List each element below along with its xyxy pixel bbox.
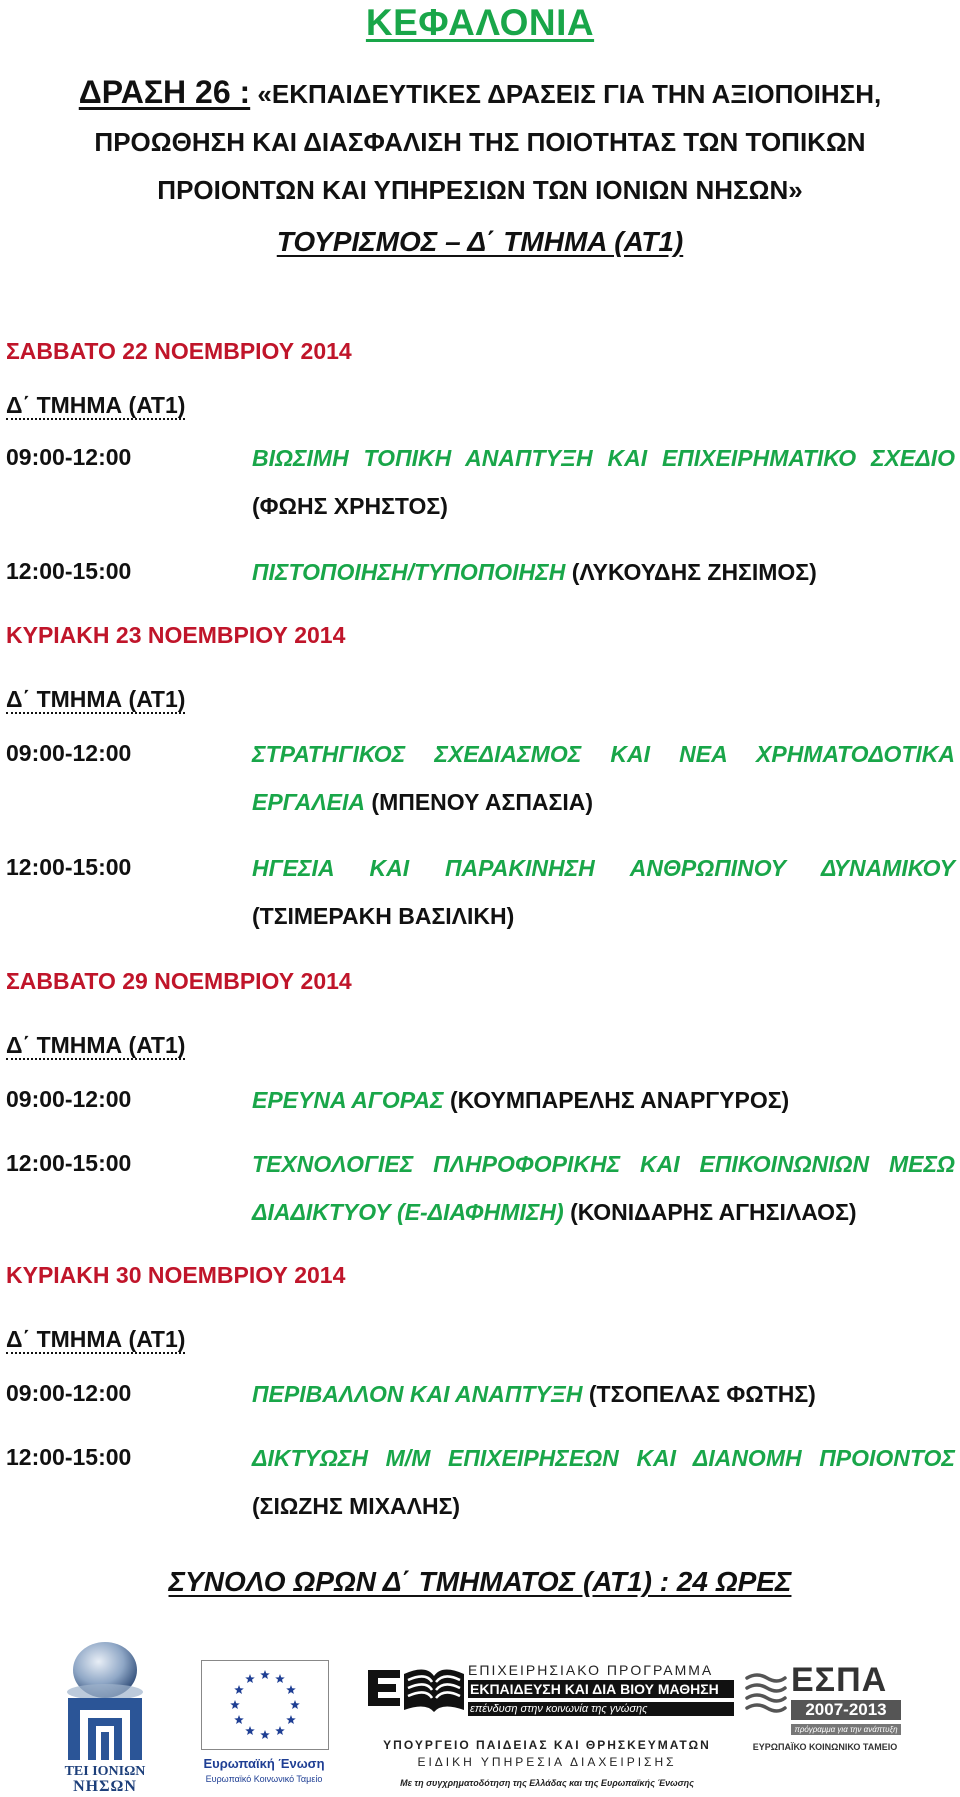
eu-star-icon bbox=[275, 1674, 285, 1683]
eu-name: Ευρωπαϊκή Ένωση bbox=[203, 1756, 325, 1771]
book-pages-icon bbox=[366, 1664, 466, 1716]
department-label: Δ΄ ΤΜΗΜΑ (ΑΤ1) bbox=[6, 392, 186, 418]
program-slogan: επένδυση στην κοινωνία της γνώσης bbox=[468, 1702, 734, 1716]
topic-title-line2: ΔΙΑΔΙΚΤΥΟΥ (Ε-ΔΙΑΦΗΜΙΣΗ) bbox=[252, 1199, 564, 1225]
espa-years: 2007-2013 bbox=[791, 1700, 901, 1720]
session-topic bbox=[252, 844, 955, 940]
topic-title: ΠΕΡΙΒΑΛΛΟΝ ΚΑΙ ΑΝΑΠΤΥΞΗ bbox=[252, 1381, 583, 1407]
eu-logo bbox=[193, 1660, 335, 1788]
eu-star-icon bbox=[286, 1685, 296, 1694]
speaker-name: (ΚΟΝΙΔΑΡΗΣ ΑΓΗΣΙΛΑΟΣ) bbox=[570, 1199, 857, 1225]
eu-star-icon bbox=[245, 1726, 255, 1735]
session-time: 09:00-12:00 bbox=[6, 1380, 132, 1406]
eu-fund: Ευρωπαϊκό Κοινωνικό Ταμείο bbox=[205, 1774, 323, 1784]
espa-fund: ΕΥΡΩΠΑΪΚΟ ΚΟΙΝΩΝΙΚΟ ΤΑΜΕΙΟ bbox=[752, 1742, 898, 1752]
speaker-name: (ΤΣΙΜΕΡΑΚΗ ΒΑΣΙΛΙΚΗ) bbox=[252, 903, 515, 929]
session-time: 09:00-12:00 bbox=[6, 1086, 132, 1112]
speaker-name: (ΤΣΟΠΕΛΑΣ ΦΩΤΗΣ) bbox=[588, 1381, 816, 1407]
page-title: ΚΕΦΑΛΟΝΙΑ bbox=[365, 2, 595, 43]
eu-star-icon bbox=[290, 1700, 300, 1709]
speaker-name: (ΜΠΕΝΟΥ ΑΣΠΑΣΙΑ) bbox=[371, 789, 594, 815]
session-time: 12:00-15:00 bbox=[6, 558, 132, 584]
tei-logo bbox=[60, 1640, 150, 1797]
cofinance-note: Με τη συγχρηματοδότηση της Ελλάδας και της Ευρωπαϊκής Ένωσης bbox=[400, 1778, 694, 1788]
tei-emblem-icon bbox=[60, 1640, 150, 1762]
department-label: Δ΄ ΤΜΗΜΑ (ΑΤ1) bbox=[6, 1032, 186, 1058]
eu-star-icon bbox=[286, 1715, 296, 1724]
topic-title-line2: ΕΡΓΑΛΕΙΑ bbox=[252, 789, 366, 815]
session-topic bbox=[252, 730, 955, 826]
topic-title-line1: ΤΕΧΝΟΛΟΓΙΕΣ ΠΛΗΡΟΦΟΡΙΚΗΣ ΚΑΙ ΕΠΙΚΟΙΝΩΝΙΩΝ ΜΕΣΩ bbox=[252, 1151, 955, 1177]
action-title-line1: «ΕΚΠΑΙΔΕΥΤΙΚΕΣ ΔΡΑΣΕΙΣ ΓΙΑ ΤΗΝ ΑΞΙΟΠΟΙΗΣΗ, bbox=[257, 79, 882, 109]
topic-title-line1: ΣΤΡΑΤΗΓΙΚΟΣ ΣΧΕΔΙΑΣΜΟΣ ΚΑΙ ΝΕΑ ΧΡΗΜΑΤΟΔΟΤΙΚΑ bbox=[252, 741, 955, 767]
tei-name-line2: ΝΗΣΩΝ bbox=[73, 1778, 137, 1795]
action-title-line2: ΠΡΟΩΘΗΣΗ ΚΑΙ ΔΙΑΣΦΑΛΙΣΗ ΤΗΣ ΠΟΙΟΤΗΤΑΣ ΤΩΝ ΤΟΠΙΚΩΝ bbox=[94, 127, 866, 157]
department-label: Δ΄ ΤΜΗΜΑ (ΑΤ1) bbox=[6, 1326, 186, 1352]
program-line1: ΕΠΙΧΕΙΡΗΣΙΑΚΟ ΠΡΟΓΡΑΜΜΑ bbox=[468, 1662, 714, 1678]
session-topic bbox=[252, 548, 955, 596]
session-time: 12:00-15:00 bbox=[6, 1150, 132, 1176]
topic-title: ΔΙΚΤΥΩΣΗ Μ/Μ ΕΠΙΧΕΙΡΗΣΕΩΝ ΚΑΙ ΔΙΑΝΟΜΗ ΠΡΟΙΟΝΤΟΣ bbox=[252, 1445, 955, 1471]
speaker-name: (ΦΩΗΣ ΧΡΗΣΤΟΣ) bbox=[252, 493, 448, 519]
program-line2: ΕΚΠΑΙΔΕΥΣΗ ΚΑΙ ΔΙΑ ΒΙΟΥ ΜΑΘΗΣΗ bbox=[468, 1680, 734, 1698]
speaker-name: (ΚΟΥΜΠΑΡΕΛΗΣ ΑΝΑΡΓΥΡΟΣ) bbox=[450, 1087, 790, 1113]
eu-star-icon bbox=[275, 1726, 285, 1735]
day-heading: ΚΥΡΙΑΚΗ 30 ΝΟΕΜΒΡΙΟΥ 2014 bbox=[6, 1262, 346, 1288]
eu-star-icon bbox=[260, 1730, 270, 1739]
total-hours: ΣΥΝΟΛΟ ΩΡΩΝ Δ΄ ΤΜΗΜΑΤΟΣ (ΑΤ1) : 24 ΩΡΕΣ bbox=[168, 1566, 792, 1597]
session-topic bbox=[252, 1076, 955, 1124]
ministry-line2: ΕΙΔΙΚΗ ΥΠΗΡΕΣΙΑ ΔΙΑΧΕΙΡΙΣΗΣ bbox=[417, 1755, 677, 1769]
espa-tagline: πρόγραμμα για την ανάπτυξη bbox=[791, 1724, 901, 1735]
eu-star-icon bbox=[245, 1674, 255, 1683]
speaker-name: (ΣΙΩΖΗΣ ΜΙΧΑΛΗΣ) bbox=[252, 1493, 461, 1519]
eu-star-icon bbox=[234, 1685, 244, 1694]
session-time: 09:00-12:00 bbox=[6, 444, 132, 470]
session-topic bbox=[252, 1370, 955, 1418]
eu-star-icon bbox=[234, 1715, 244, 1724]
session-time: 12:00-15:00 bbox=[6, 854, 132, 880]
action-title-line3: ΠΡΟΙΟΝΤΩΝ ΚΑΙ ΥΠΗΡΕΣΙΩΝ ΤΩΝ ΙΟΝΙΩΝ ΝΗΣΩΝ» bbox=[157, 175, 803, 205]
day-heading: ΣΑΒΒΑΤΟ 22 ΝΟΕΜΒΡΙΟΥ 2014 bbox=[6, 338, 352, 364]
action-heading bbox=[60, 68, 900, 214]
session-topic bbox=[252, 1434, 955, 1530]
topic-title: ΠΙΣΤΟΠΟΙΗΣΗ/ΤΥΠΟΠΟΙΗΣΗ bbox=[252, 559, 566, 585]
program-logo bbox=[362, 1660, 732, 1790]
topic-title: ΒΙΩΣΙΜΗ ΤΟΠΙΚΗ ΑΝΑΠΤΥΞΗ ΚΑΙ ΕΠΙΧΕΙΡΗΜΑΤΙΚΟ ΣΧΕΔΙΟ bbox=[252, 445, 955, 471]
department-label: Δ΄ ΤΜΗΜΑ (ΑΤ1) bbox=[6, 686, 186, 712]
speaker-name: (ΛΥΚΟΥΔΗΣ ΖΗΣΙΜΟΣ) bbox=[571, 559, 817, 585]
session-topic bbox=[252, 434, 955, 530]
action-heading-line1 bbox=[60, 68, 900, 118]
espa-waves-icon bbox=[745, 1672, 787, 1716]
session-time: 12:00-15:00 bbox=[6, 1444, 132, 1470]
eu-stars-icon bbox=[202, 1661, 328, 1749]
day-heading: ΚΥΡΙΑΚΗ 23 ΝΟΕΜΒΡΙΟΥ 2014 bbox=[6, 622, 346, 648]
eu-star-icon bbox=[260, 1670, 270, 1679]
action-number: ΔΡΑΣΗ 26 : bbox=[78, 74, 251, 110]
topic-title: ΕΡΕΥΝΑ ΑΓΟΡΑΣ bbox=[252, 1087, 444, 1113]
sponsor-logos bbox=[0, 1640, 960, 1797]
espa-logo bbox=[745, 1662, 905, 1772]
tei-name-line1: ΤΕΙ ΙΟΝΙΩΝ bbox=[64, 1764, 146, 1779]
topic-title: ΗΓΕΣΙΑ ΚΑΙ ΠΑΡΑΚΙΝΗΣΗ ΑΝΘΡΩΠΙΝΟΥ ΔΥΝΑΜΙΚΟΥ bbox=[252, 855, 955, 881]
eu-star-icon bbox=[230, 1700, 240, 1709]
session-topic bbox=[252, 1140, 955, 1236]
session-time: 09:00-12:00 bbox=[6, 740, 132, 766]
program-subtitle: ΤΟΥΡΙΣΜΟΣ – Δ΄ ΤΜΗΜΑ (ΑΤ1) bbox=[276, 226, 684, 257]
espa-title: ΕΣΠΑ bbox=[791, 1661, 888, 1699]
day-heading: ΣΑΒΒΑΤΟ 29 ΝΟΕΜΒΡΙΟΥ 2014 bbox=[6, 968, 352, 994]
ministry-line1: ΥΠΟΥΡΓΕΙΟ ΠΑΙΔΕΙΑΣ ΚΑΙ ΘΡΗΣΚΕΥΜΑΤΩΝ bbox=[383, 1738, 711, 1752]
